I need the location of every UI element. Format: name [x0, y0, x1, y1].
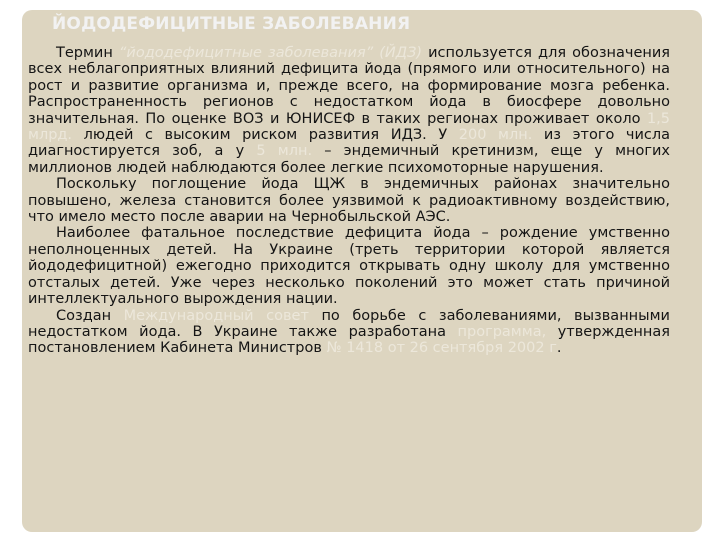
highlighted-term: “йододефицитные заболевания” (ЙДЗ)	[118, 45, 423, 61]
highlighted-program: программа,	[457, 323, 547, 340]
text-run: .	[556, 340, 562, 357]
text-run: утвержденная постановлением Кабинета Министров	[28, 323, 670, 357]
text-run: используется для обозначения всех неблагоприятных влияний дефицита йода (прямого или относительного) на рост и развитие организма и, прежде всего, на формирование мозга ребенка. Распространенность регионов с недостатком йода в биосфере довольно значительная. По оценке ВОЗ и ЮНИСЕФ в таких регионах проживает около	[28, 45, 671, 127]
highlighted-number: 200 млн.	[458, 127, 533, 144]
text-run: – эндемичный кретинизм, еще у многих миллионов людей наблюдаются более легкие психомоторные нарушения.	[28, 143, 671, 176]
paragraph-3: Наиболее фатальное последствие дефицита йода – рождение умственно неполноценных детей. На Украине (треть территории которой является йододефицитной) ежегодно приходится открывать одну школу для умственно отсталых детей. Уже через несколько поколений это может стать причиной интеллектуального вырождения нации.	[28, 225, 670, 308]
text-run: Термин	[56, 45, 119, 61]
highlighted-decree: № 1418 от 26 сентября 2002 г	[326, 340, 557, 357]
text-run: по борьбе с заболеваниями, вызванными недостатком йода. В Украине также разработана	[28, 307, 670, 340]
paragraph-4	[28, 308, 670, 357]
highlighted-number: 1,5 млрд.	[28, 110, 670, 144]
highlighted-number: 5 млн.	[256, 143, 313, 160]
paragraph-1	[28, 45, 670, 176]
highlighted-council: Международный совет	[123, 307, 309, 324]
text-run: из этого числа диагностируется зоб, а у	[28, 127, 671, 160]
text-run: Создан	[56, 307, 124, 324]
slide-body	[28, 45, 670, 357]
paragraph-2: Поскольку поглощение йода ЩЖ в эндемичных районах значительно повышено, железа становится более уязвимой к радиоактивному воздействию, что имело место после аварии на Чернобыльской АЭС.	[28, 176, 670, 226]
slide-title: ЙОДОДЕФИЦИТНЫЕ ЗАБОЛЕВАНИЯ	[52, 14, 411, 34]
text-run: людей с высоким риском развития ИДЗ. У	[72, 127, 459, 144]
